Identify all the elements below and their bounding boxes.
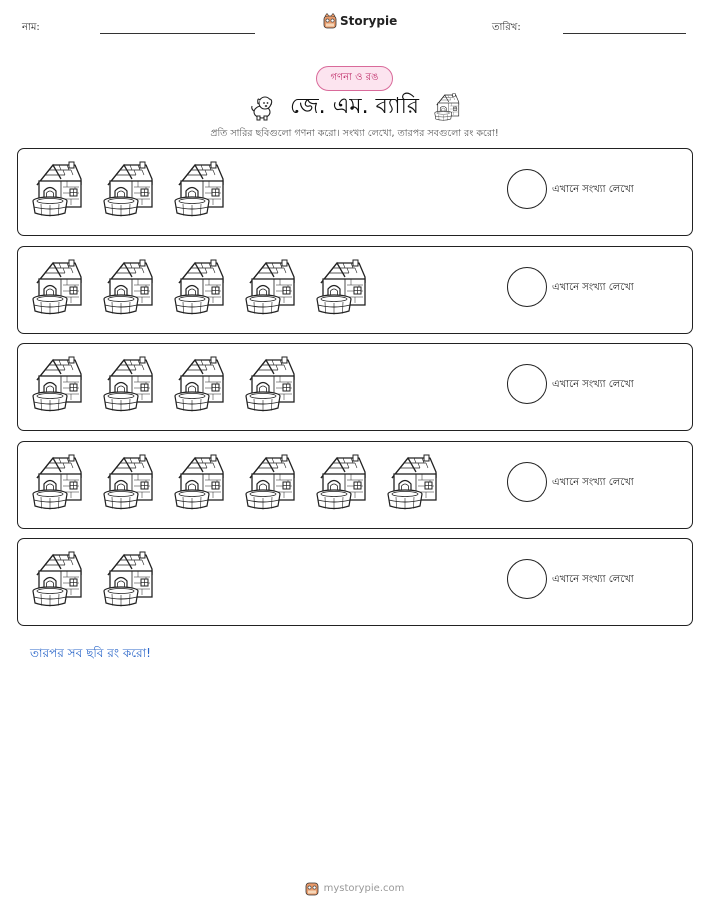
brick-house-well-icon[interactable]	[173, 161, 226, 217]
brick-house-well-icon[interactable]	[315, 454, 368, 510]
brick-house-well-icon[interactable]	[102, 259, 155, 315]
counting-row	[17, 246, 693, 334]
answer-circle[interactable]	[507, 364, 547, 404]
answer-label: এখানে সংখ্যা লেখো	[552, 574, 634, 585]
brick-house-well-icon[interactable]	[31, 161, 84, 217]
brick-house-well-icon[interactable]	[173, 356, 226, 412]
storypie-mascot-icon	[305, 880, 319, 896]
counting-row	[17, 538, 693, 626]
brick-house-well-icon	[433, 93, 461, 121]
brand-logo	[323, 13, 397, 29]
answer-label: এখানে সংখ্যা লেখো	[552, 281, 634, 293]
instruction-text: প্রতি সারির ছবিগুলো গণনা করো। সংখ্যা লেখো, তারপর সবগুলো রং করো!	[210, 128, 499, 139]
brick-house-well-icon[interactable]	[173, 259, 226, 315]
brick-house-well-icon[interactable]	[31, 551, 84, 607]
brick-house-well-icon[interactable]	[102, 356, 155, 412]
brick-house-well-icon[interactable]	[244, 259, 297, 315]
brick-house-well-icon[interactable]	[244, 454, 297, 510]
answer-circle[interactable]	[507, 267, 547, 307]
puppy-icon	[248, 93, 276, 121]
title-row	[0, 92, 709, 122]
storypie-mascot-icon	[323, 13, 337, 29]
counting-row	[17, 343, 693, 431]
worksheet-header	[0, 0, 709, 40]
brick-house-well-icon[interactable]	[173, 454, 226, 510]
brick-house-well-icon[interactable]	[386, 454, 439, 510]
name-line[interactable]	[100, 33, 255, 34]
brick-house-well-icon[interactable]	[244, 356, 297, 412]
brick-house-well-icon[interactable]	[31, 259, 84, 315]
answer-label: এখানে সংখ্যা লেখো	[552, 379, 634, 390]
row-icons	[31, 356, 297, 412]
answer-circle[interactable]	[507, 169, 547, 209]
brick-house-well-icon[interactable]	[102, 454, 155, 510]
brick-house-well-icon[interactable]	[102, 161, 155, 217]
row-icons	[31, 259, 368, 315]
answer-label: এখানে সংখ্যা লেখো	[552, 184, 634, 195]
answer-circle[interactable]	[507, 462, 547, 502]
footer-site: mystorypie.com	[323, 882, 405, 894]
row-icons	[31, 161, 226, 217]
date-line[interactable]	[563, 33, 686, 34]
counting-row	[17, 148, 693, 236]
name-label: নাম:	[22, 22, 40, 33]
row-icons	[31, 551, 155, 607]
brick-house-well-icon[interactable]	[31, 454, 84, 510]
closing-note: তারপর সব ছবি রং করো!	[30, 646, 151, 660]
row-icons	[31, 454, 439, 510]
answer-label: এখানে সংখ্যা লেখো	[552, 476, 634, 488]
category-pill: গণনা ও রঙ	[316, 66, 393, 91]
brick-house-well-icon[interactable]	[31, 356, 84, 412]
answer-circle[interactable]	[507, 559, 547, 599]
page-footer	[0, 880, 709, 896]
brick-house-well-icon[interactable]	[315, 259, 368, 315]
worksheet-title: জে. এম. ব্যারি	[290, 93, 419, 119]
date-label: তারিখ:	[492, 22, 521, 33]
brand-name: Storypie	[340, 14, 398, 28]
brick-house-well-icon[interactable]	[102, 551, 155, 607]
counting-row	[17, 441, 693, 529]
